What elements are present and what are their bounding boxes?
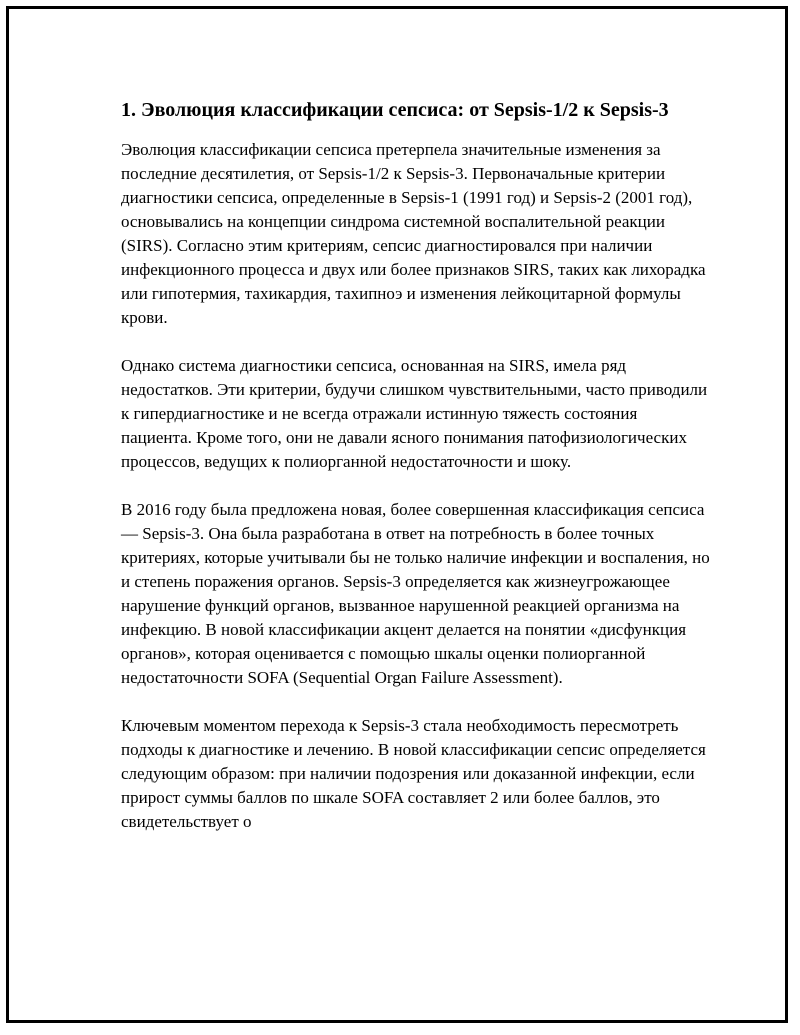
document-body xyxy=(121,97,711,858)
paragraph-4: Ключевым моментом перехода к Sepsis-3 стала необходимость пересмотреть подходы к диагностике и лечению. В новой классификации сепсис определяется следующим образом: при наличии подозрения или доказанной инфекции, если прирост суммы баллов по шкале SOFA составляет 2 или более баллов, это свидетельствует о xyxy=(121,716,706,831)
document-page xyxy=(6,6,788,1023)
section-heading: 1. Эволюция классификации сепсиса: от Sepsis-1/2 к Sepsis-3 xyxy=(121,99,669,121)
paragraph-2: Однако система диагностики сепсиса, основанная на SIRS, имела ряд недостатков. Эти критерии, будучи слишком чувствительными, часто приводили к гипердиагностике и не всегда отражали истинную тяжесть состояния пациента. Кроме того, они не давали ясного понимания патофизиологических процессов, ведущих к полиорганной недостаточности и шоку. xyxy=(121,356,708,471)
paragraph-1: Эволюция классификации сепсиса претерпела значительные изменения за последние десятилетия, от Sepsis-1/2 к Sepsis-3. Первоначальные критерии диагностики сепсиса, определенные в Sepsis-1 (1991 год) и Sepsis-2 (2001 год), основывались на концепции синдрома системной воспалительной реакции (SIRS). Согласно этим критериям, сепсис диагностировался при наличии инфекционного процесса и двух или более признаков SIRS, таких как лихорадка или гипотермия, тахикардия, тахипноэ и изменения лейкоцитарной формулы крови. xyxy=(121,140,706,327)
paragraph-3: В 2016 году была предложена новая, более совершенная классификация сепсиса — Sepsis-3. Она была разработана в ответ на потребность в более точных критериях, которые учитывали бы не только наличие инфекции и воспаления, но и степень поражения органов. Sepsis-3 определяется как жизнеугрожающее нарушение функций органов, вызванное нарушенной реакцией организма на инфекцию. В новой классификации акцент делается на понятии «дисфункция органов», которая оценивается с помощью шкалы оценки полиорганной недостаточности SOFA (Sequential Organ Failure Assessment). xyxy=(121,500,710,687)
